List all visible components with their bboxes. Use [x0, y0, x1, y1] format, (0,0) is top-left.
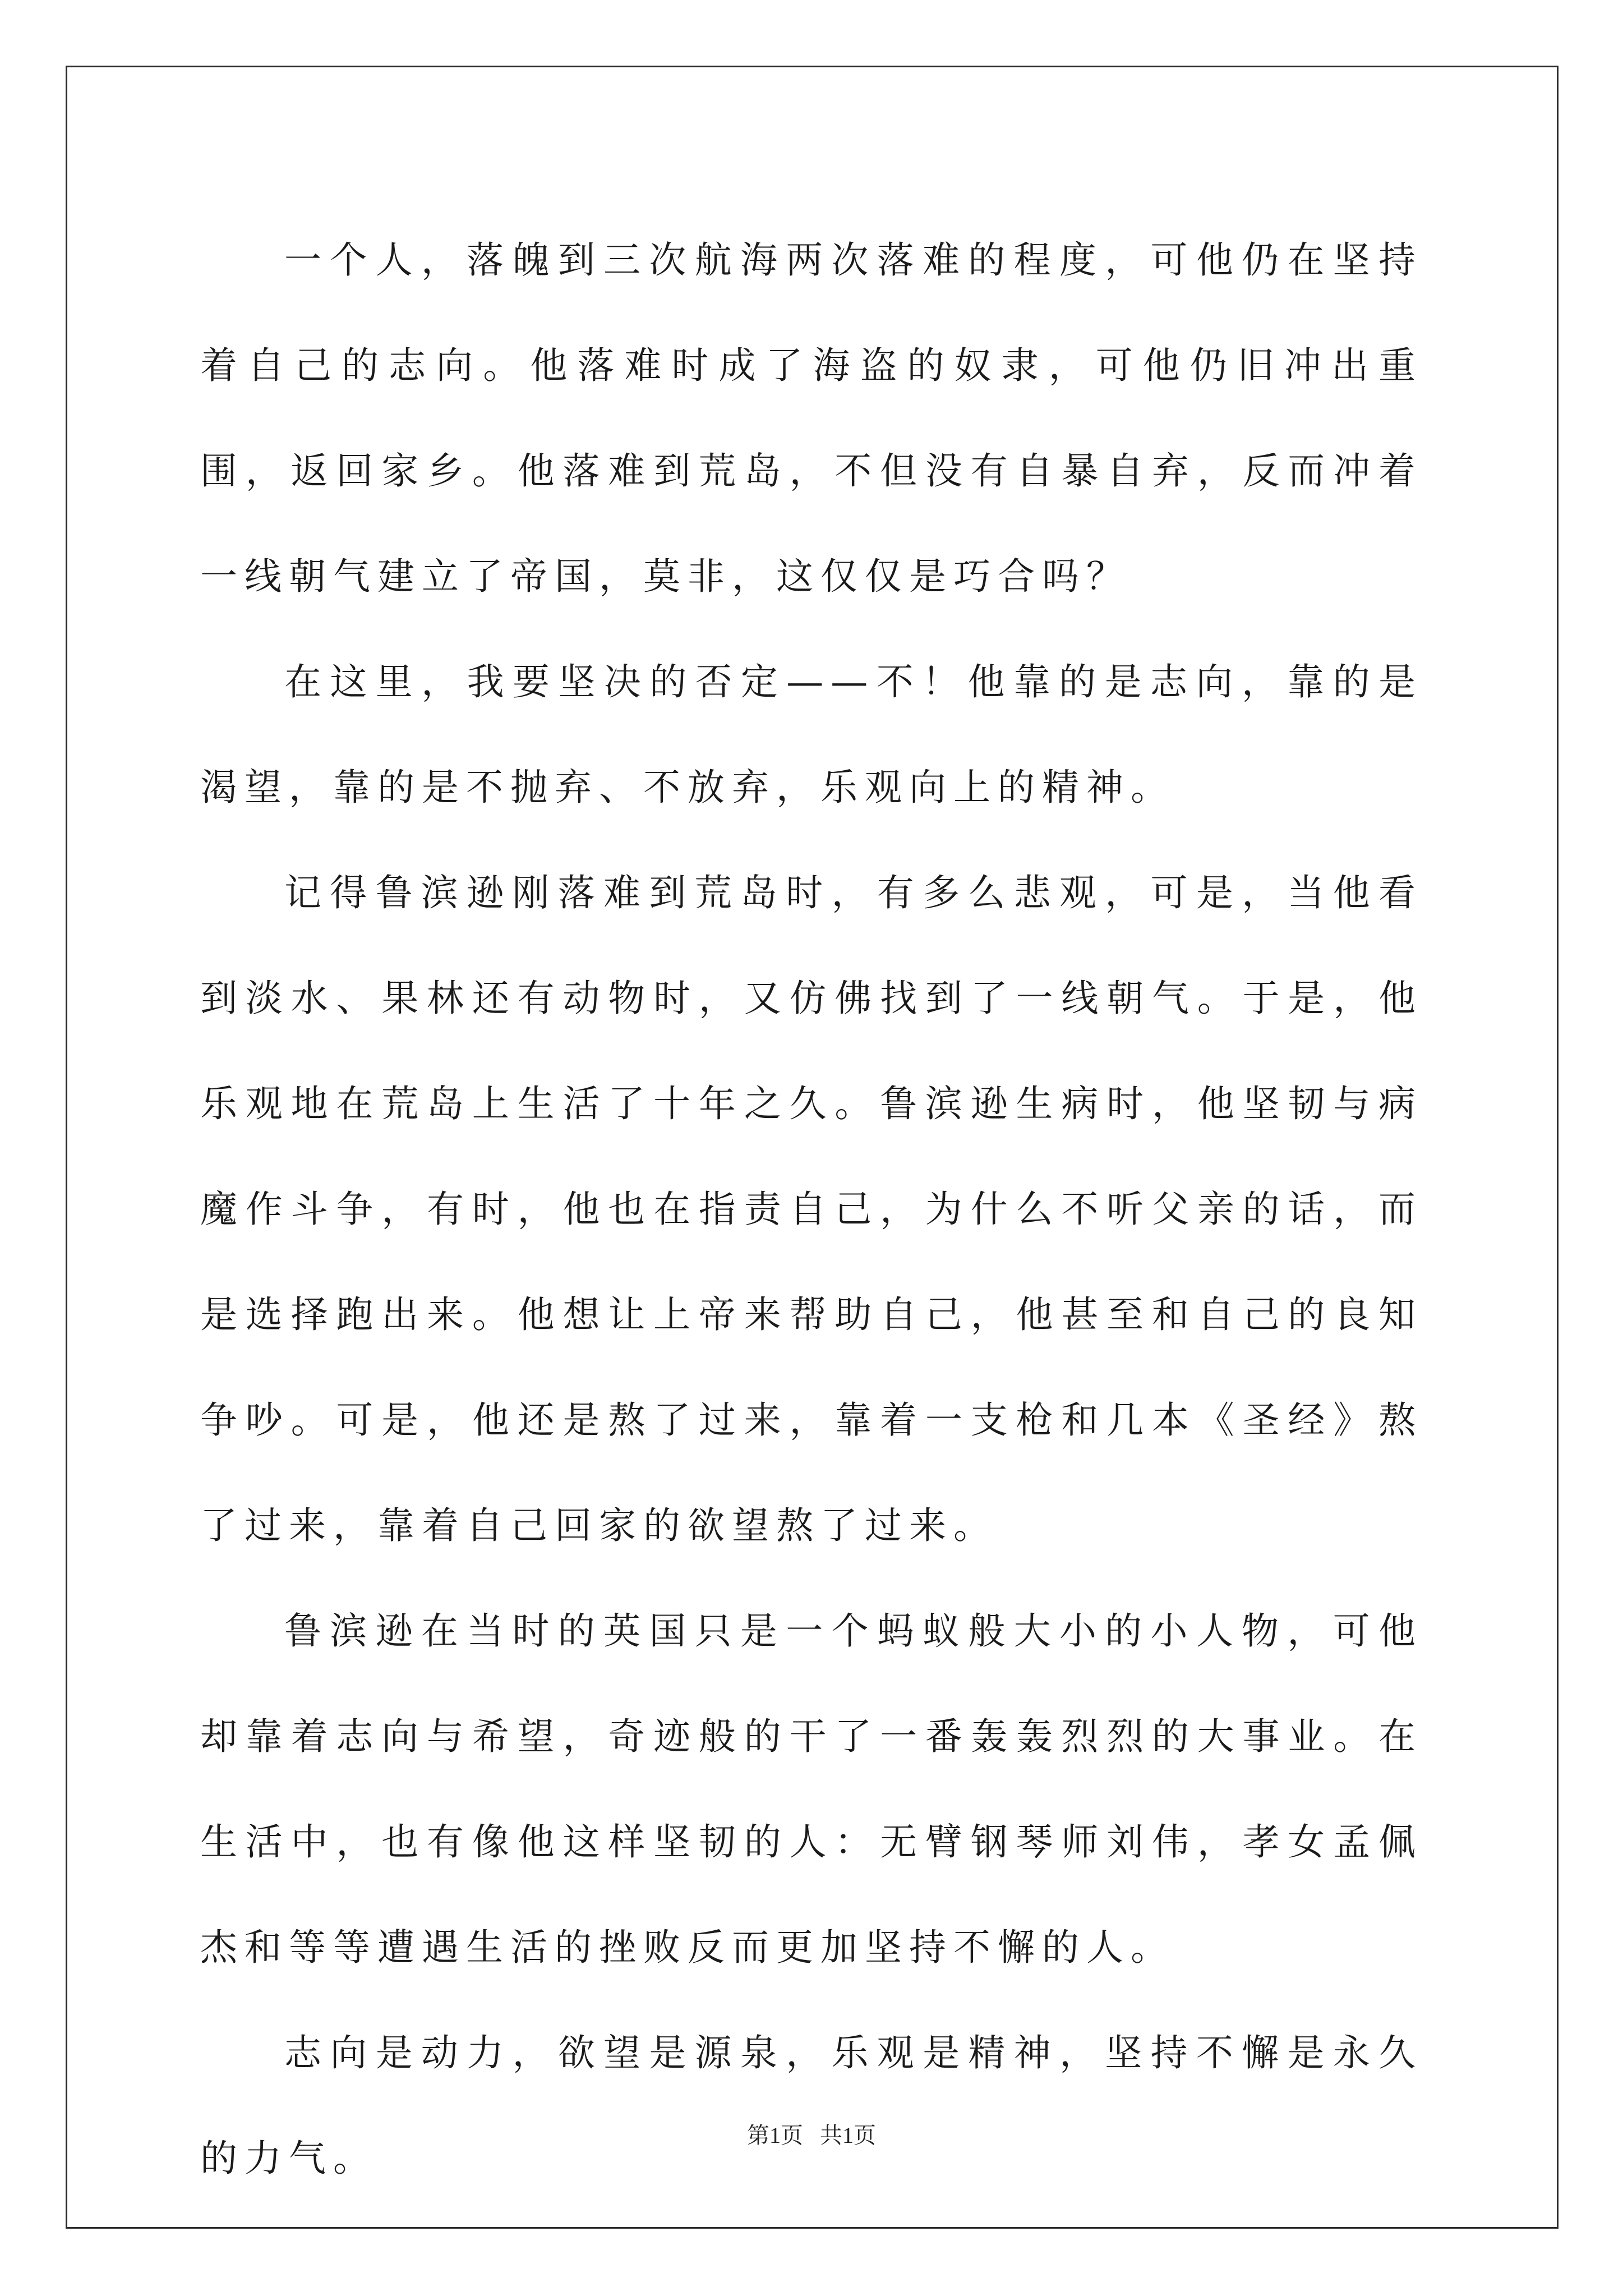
paragraph-1: 一个人，落魄到三次航海两次落难的程度，可他仍在坚持着自己的志向。他落难时成了海盗的奴隶，可他仍旧冲出重围，返回家乡。他落难到荒岛，不但没有自暴自弃，反而冲着一线朝气建立了帝国，莫非，这仅仅是巧合吗？	[200, 238, 1423, 598]
document-body	[200, 208, 1423, 2211]
paragraph-2: 在这里，我要坚决的否定——不！他靠的是志向，靠的是渴望，靠的是不抛弃、不放弃，乐观向上的精神。	[200, 660, 1423, 809]
page-number-footer: 第1页 共1页	[747, 2123, 876, 2148]
paragraph-5: 志向是动力，欲望是源泉，乐观是精神，坚持不懈是永久的力气。	[200, 2031, 1423, 2180]
paragraph-4: 鲁滨逊在当时的英国只是一个蚂蚁般大小的小人物，可他却靠着志向与希望，奇迹般的干了一番轰轰烈烈的大事业。在生活中，也有像他这样坚韧的人：无臂钢琴师刘伟，孝女孟佩杰和等等遭遇生活的挫败反而更加坚持不懈的人。	[200, 1609, 1423, 1969]
paragraph-3: 记得鲁滨逊刚落难到荒岛时，有多么悲观，可是，当他看到淡水、果林还有动物时，又仿佛找到了一线朝气。于是，他乐观地在荒岛上生活了十年之久。鲁滨逊生病时，他坚韧与病魔作斗争，有时，他也在指责自己，为什么不听父亲的话，而是选择跑出来。他想让上帝来帮助自己，他甚至和自己的良知争吵。可是，他还是熬了过来，靠着一支枪和几本《圣经》熬了过来，靠着自己回家的欲望熬了过来。	[200, 871, 1423, 1547]
